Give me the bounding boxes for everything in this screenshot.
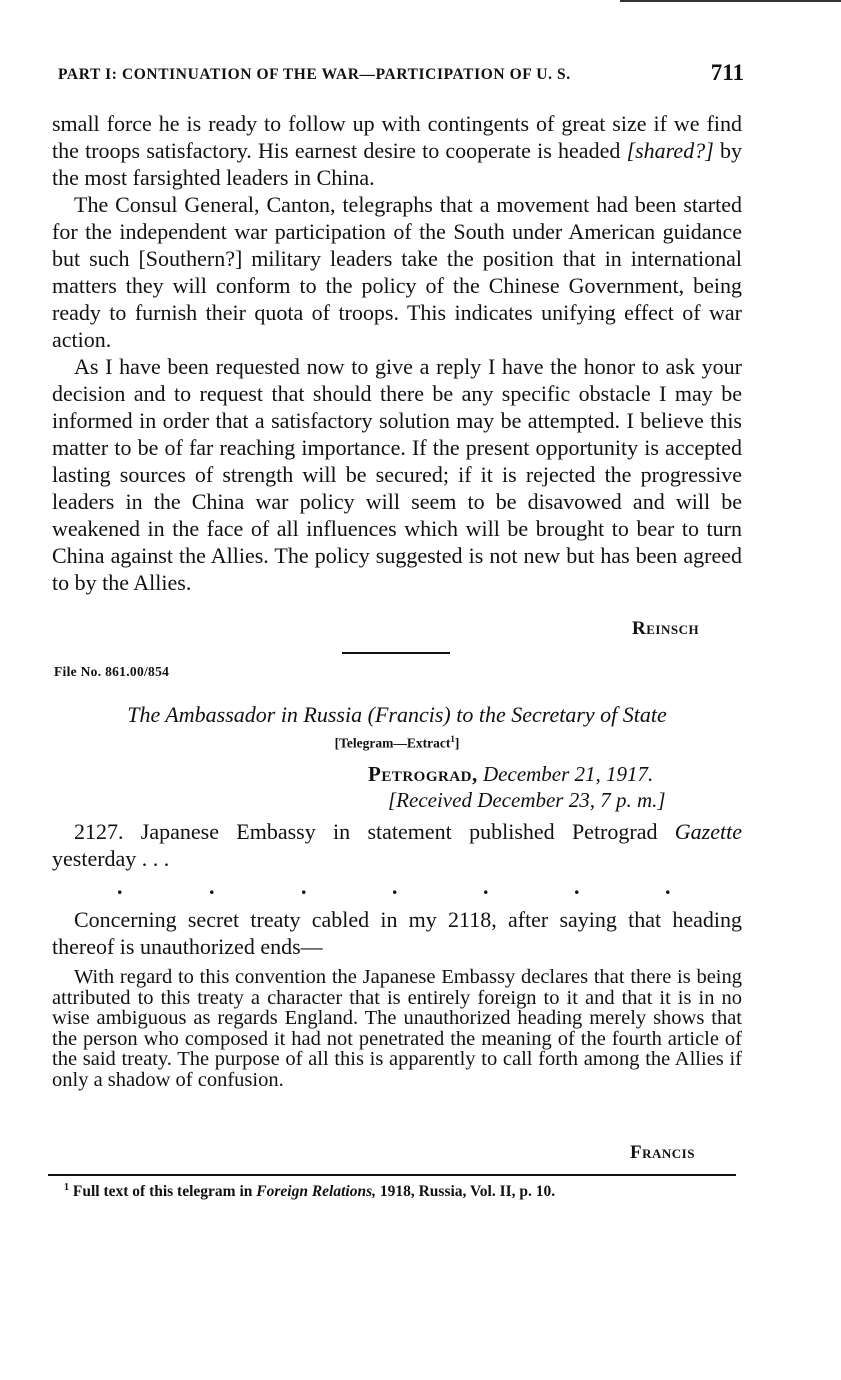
text-run: ] xyxy=(454,735,460,751)
running-head-title: PART I: CONTINUATION OF THE WAR—PARTICIPATION OF U. S. xyxy=(58,66,571,83)
section2-para2 xyxy=(52,906,742,960)
ellipsis-dot: . xyxy=(665,874,671,899)
paragraph xyxy=(52,110,742,191)
footnote-marker: 1 xyxy=(64,1182,69,1193)
text-run: 1918, Russia, Vol. II, p. 10. xyxy=(375,1183,556,1201)
paragraph: With regard to this convention the Japanese Embassy declares that there is being attributed to this treaty a character that is entirely foreign to it and that it is in no wise ambiguous as regards England. The unauthorized heading merely shows that the person who composed it had not penetrated the meaning of the fourth article of the said treaty. The purpose of all this is apparently to call forth among the Allies if only a shadow of confusion. xyxy=(52,966,742,1091)
page-edge-line xyxy=(620,0,841,2)
footnote-rule xyxy=(48,1174,736,1176)
paragraph: The Consul General, Canton, telegraphs that a movement had been started for the independent war participation of the South under American guidance but such [Southern?] military leaders take the position that in international matters they will conform to the policy of the Chinese Government, being ready to furnish their quota of troops. This indicates unifying effect of war action. xyxy=(52,192,742,352)
ellipsis-dot: . xyxy=(574,874,580,899)
paragraph: Concerning secret treaty cabled in my 2118, after saying that heading thereof is unauthorized ends— xyxy=(52,907,742,959)
text-run: small force he is ready to follow up with contingents of great size if we find the troops satisfactory. His earnest desire to cooperate is headed xyxy=(52,111,742,163)
text-run: 2127. Japanese Embassy in statement published Petrograd xyxy=(74,819,675,844)
signature-francis: Francis xyxy=(630,1142,695,1163)
file-number: File No. 861.00/854 xyxy=(54,664,170,679)
footnote xyxy=(64,1182,744,1201)
date: December 21, 1917. xyxy=(483,762,654,786)
text-run: [Telegram—Extract xyxy=(334,735,451,751)
footnote-ref: 1 xyxy=(450,734,455,744)
paragraph xyxy=(52,818,742,872)
ellipsis-dot: . xyxy=(301,874,307,899)
document-subheading xyxy=(52,734,742,752)
quoted-statement xyxy=(52,967,742,1090)
text-run-italic: Gazette xyxy=(674,819,742,844)
text-run: by the most farsighted leaders in China. xyxy=(52,138,742,190)
document-heading xyxy=(52,702,742,728)
received-line: [Received December 23, 7 p. m.] xyxy=(388,788,666,812)
text-run: Full text of this telegram in xyxy=(69,1183,257,1201)
section-divider xyxy=(342,652,450,654)
ellipsis-dot: . xyxy=(483,874,489,899)
section1-text xyxy=(52,110,742,596)
page-number: 711 xyxy=(710,60,744,85)
ellipsis-dot: . xyxy=(392,874,398,899)
text-run-italic: [shared?] xyxy=(626,138,714,163)
running-head xyxy=(52,60,744,94)
paragraph: As I have been requested now to give a reply I have the honor to ask your decision and to request that should there be any specific obstacle I may be informed in order that a satisfactory solution may be attempted. I believe this matter to be of far reaching importance. If the present opportunity is accepted lasting sources of strength will be secured; if it is rejected the progressive leaders in the China war policy will seem to be disavowed and will be weakened in the face of all influences which will be brought to bear to turn China against the Allies. The policy suggested is not new but has been agreed to by the Allies. xyxy=(52,354,742,595)
text-run: ) to the Secretary of State xyxy=(443,702,667,727)
signature-reinsch: Reinsch xyxy=(632,618,700,639)
place: Petrograd, xyxy=(368,762,478,786)
text-run: The Ambassador in Russia ( xyxy=(127,702,375,727)
text-run: Francis xyxy=(374,702,444,727)
text-run: yesterday . . . xyxy=(52,846,170,871)
ellipsis-dot: . xyxy=(117,874,123,899)
dateline xyxy=(368,762,653,787)
text-run-italic: Foreign Relations, xyxy=(256,1183,376,1201)
section2-para1 xyxy=(52,818,742,872)
ellipsis-dot: . xyxy=(209,874,215,899)
